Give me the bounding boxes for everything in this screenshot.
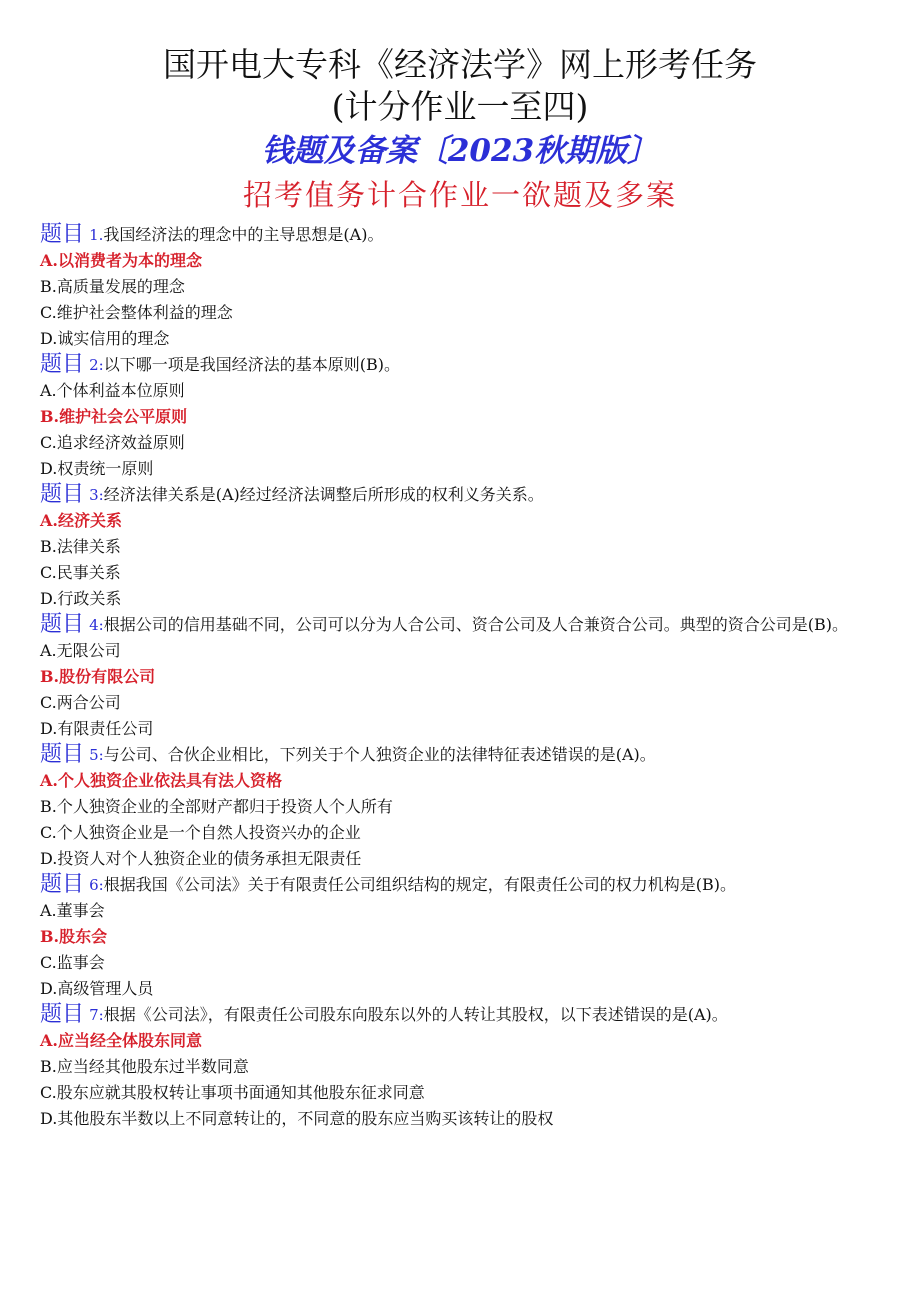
question-label: 题目 xyxy=(40,222,85,247)
question-block xyxy=(40,612,885,742)
question-stem xyxy=(40,742,885,768)
answer-option: B.法律关系 xyxy=(40,537,121,556)
question-number: 1. xyxy=(89,226,104,244)
question-text: 以下哪一项是我国经济法的基本原则(B)。 xyxy=(103,355,400,374)
question-text: 与公司、合伙企业相比，下列关于个人独资企业的法律特征表述错误的是(A)。 xyxy=(103,745,656,764)
question-stem xyxy=(40,222,885,248)
answer-option: D.有限责任公司 xyxy=(40,719,154,738)
question-text: 经济法律关系是(A)经过经济法调整后所形成的权利义务关系。 xyxy=(103,485,544,504)
answer-option: A.个体利益本位原则 xyxy=(40,381,185,400)
answer-option: D.权责统一原则 xyxy=(40,459,154,478)
answer-option: C.维护社会整体利益的理念 xyxy=(40,303,233,322)
question-stem xyxy=(40,352,885,378)
answer-option: B.应当经其他股东过半数同意 xyxy=(40,1057,249,1076)
question-number: 3: xyxy=(89,486,104,504)
question-label: 题目 xyxy=(40,1002,85,1027)
question-text: 根据公司的信用基础不同，公司可以分为人合公司、资合公司及人合兼资合公司。典型的资合公司是(B)。 xyxy=(103,615,848,634)
answer-option-correct: A.经济关系 xyxy=(40,511,122,530)
document-title: 国开电大专科《经济法学》网上形考任务 xyxy=(163,45,757,84)
question-text: 我国经济法的理念中的主导思想是(A)。 xyxy=(103,225,384,244)
answer-option-correct: B.维护社会公平原则 xyxy=(40,407,188,426)
answer-option: C.民事关系 xyxy=(40,563,121,582)
question-block xyxy=(40,742,885,872)
edition-heading: 钱题及备案〔2023秋期版〕 xyxy=(261,133,659,169)
answer-option: A.无限公司 xyxy=(40,641,121,660)
question-label: 题目 xyxy=(40,352,85,377)
question-label: 题目 xyxy=(40,482,85,507)
answer-option-correct: B.股东会 xyxy=(40,927,108,946)
answer-option: C.两合公司 xyxy=(40,693,121,712)
answer-option: A.董事会 xyxy=(40,901,105,920)
question-text: 根据我国《公司法》关于有限责任公司组织结构的规定，有限责任公司的权力机构是(B)。 xyxy=(103,875,736,894)
question-number: 5: xyxy=(89,746,104,764)
answer-option: D.高级管理人员 xyxy=(40,979,154,998)
answer-option: C.个人独资企业是一个自然人投资兴办的企业 xyxy=(40,823,361,842)
question-block xyxy=(40,1002,885,1132)
question-text: 根据《公司法》，有限责任公司股东向股东以外的人转让其股权，以下表述错误的是(A)。 xyxy=(103,1005,728,1024)
question-label: 题目 xyxy=(40,742,85,767)
question-stem xyxy=(40,872,885,898)
answer-option: D.诚实信用的理念 xyxy=(40,329,170,348)
answer-option: B.个人独资企业的全部财产都归于投资人个人所有 xyxy=(40,797,393,816)
question-label: 题目 xyxy=(40,872,85,897)
answer-option: D.行政关系 xyxy=(40,589,122,608)
answer-option-correct: A.个人独资企业依法具有法人资格 xyxy=(40,771,282,790)
answer-option: D.其他股东半数以上不同意转让的，不同意的股东应当购买该转让的股权 xyxy=(40,1109,554,1128)
question-block xyxy=(40,352,885,482)
answer-option: C.股东应就其股权转让事项书面通知其他股东征求同意 xyxy=(40,1083,425,1102)
section-heading: 招考值务计合作业一欲题及多案 xyxy=(242,178,677,212)
question-list xyxy=(40,222,885,1132)
question-label: 题目 xyxy=(40,612,85,637)
question-block xyxy=(40,482,885,612)
answer-option: D.投资人对个人独资企业的债务承担无限责任 xyxy=(40,849,362,868)
question-block xyxy=(40,872,885,1002)
question-stem xyxy=(40,482,885,508)
question-block xyxy=(40,222,885,352)
answer-option-correct: A.应当经全体股东同意 xyxy=(40,1031,202,1050)
question-number: 4: xyxy=(89,616,104,634)
question-stem xyxy=(40,1002,885,1028)
answer-option: C.监事会 xyxy=(40,953,105,972)
question-stem xyxy=(40,612,885,638)
question-number: 7: xyxy=(89,1006,104,1024)
question-number: 6: xyxy=(89,876,104,894)
answer-option: C.追求经济效益原则 xyxy=(40,433,185,452)
answer-option-correct: A.以消费者为本的理念 xyxy=(40,251,202,270)
answer-option-correct: B.股份有限公司 xyxy=(40,667,156,686)
question-number: 2: xyxy=(89,356,104,374)
answer-option: B.高质量发展的理念 xyxy=(40,277,185,296)
document-subtitle: (计分作业一至四) xyxy=(331,87,589,126)
